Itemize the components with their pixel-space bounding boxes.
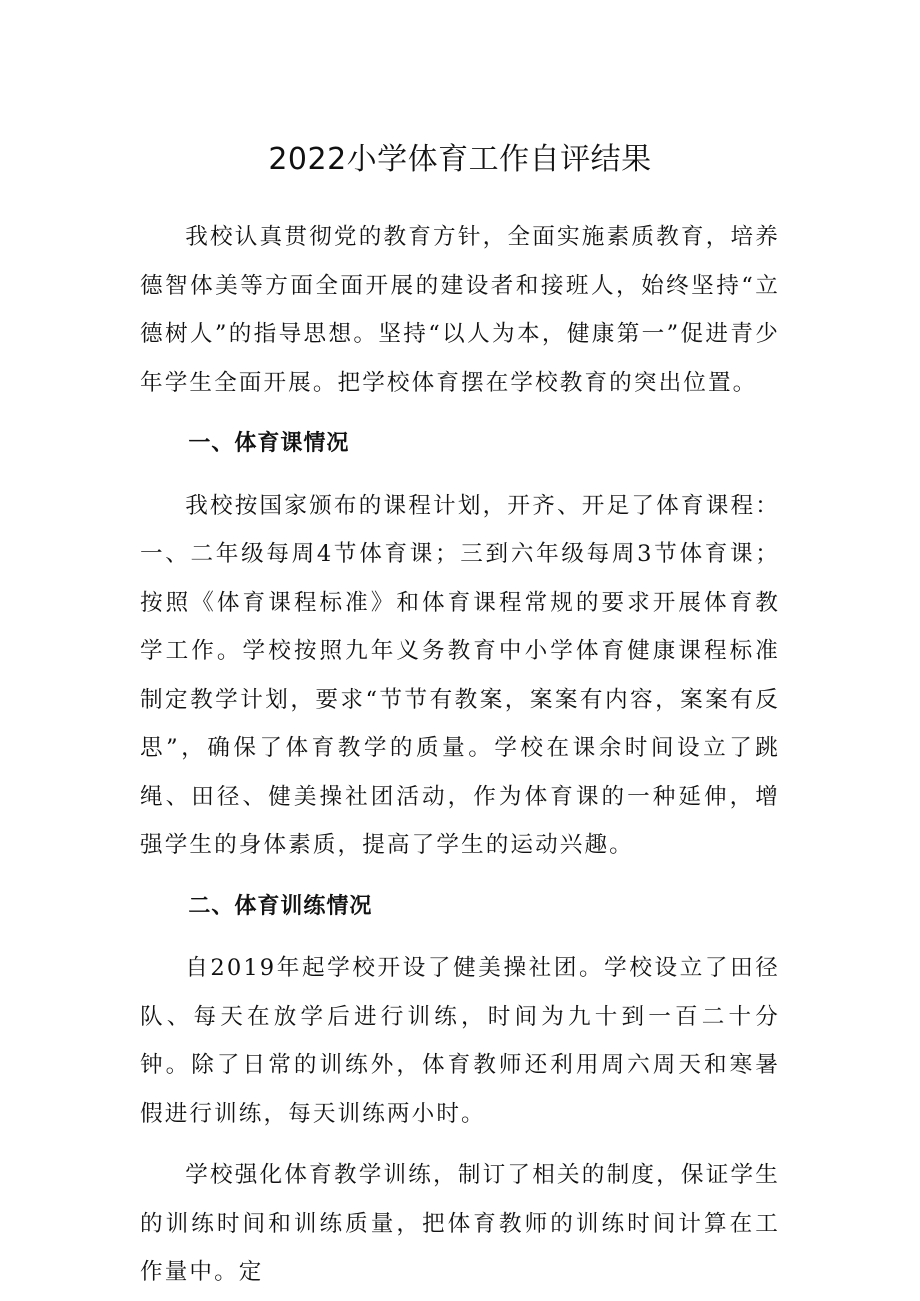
spacer [140,469,780,482]
document-body [140,213,780,1297]
document-title: 2022小学体育工作自评结果 [268,142,652,177]
spacer [140,870,780,883]
pe-training-paragraph-1: 自2019年起学校开设了健美操社团。学校设立了田径队、每天在放学后进行训练，时间为九十到一百二十分钟。除了日常的训练外，体育教师还利用周六周天和寒暑假进行训练，每天训练两小时。 [140,955,780,1127]
pe-training-paragraph-2: 学校强化体育教学训练，制订了相关的制度，保证学生的训练时间和训练质量，把体育教师的训练时间计算在工作量中。定 [140,1162,780,1285]
pe-class-paragraph: 我校按国家颁布的课程计划，开齐、开足了体育课程：一、二年级每周4节体育课；三到六年级每周3节体育课；按照《体育课程标准》和体育课程常规的要求开展体育教学工作。学校按照九年义务教育中小学体育健康课程标准制定教学计划，要求“节节有教案，案案有内容，案案有反思”，确保了体育教学的质量。学校在课余时间设立了跳绳、田径、健美操社团活动，作为体育课的一种延伸，增强学生的身体素质，提高了学生的运动兴趣。 [140,492,780,858]
spacer [140,407,780,420]
section-heading-pe-class: 一、体育课情况 [188,431,350,456]
section-heading-pe-training: 二、体育训练情况 [188,893,373,919]
intro-paragraph: 我校认真贯彻党的教育方针，全面实施素质教育，培养德智体美等方面全面开展的建设者和接班人，始终坚持“立德树人”的指导思想。坚持“以人为本，健康第一”促进青少年学生全面开展。把学校体育摆在学校教育的突出位置。 [140,224,780,396]
spacer [140,931,780,944]
spacer [140,1138,780,1151]
